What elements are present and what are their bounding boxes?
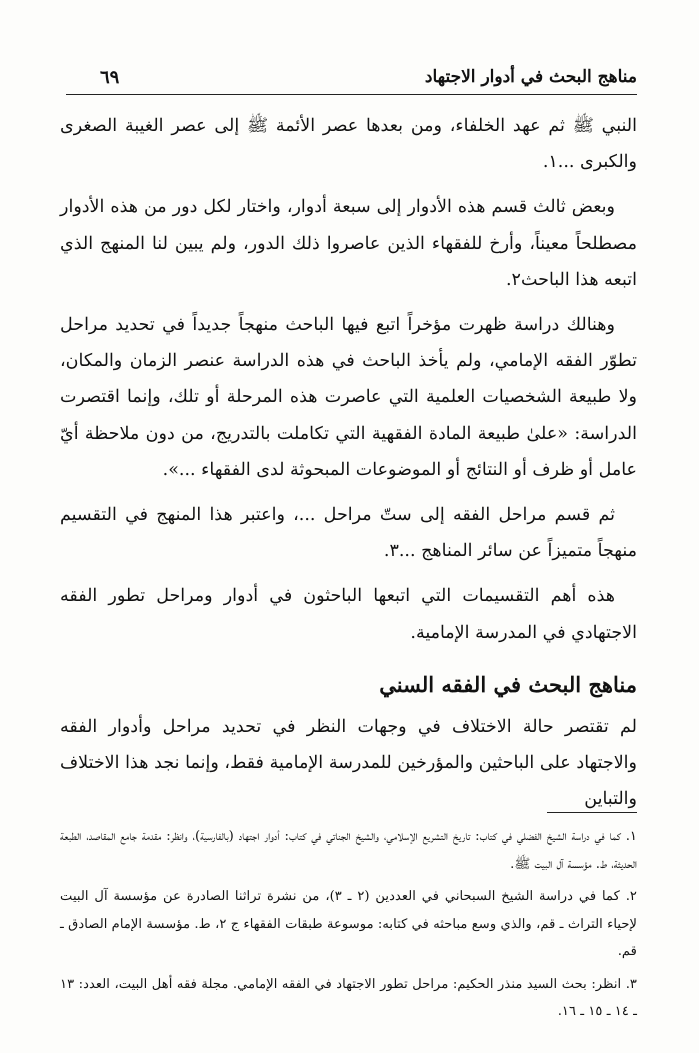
footnote-separator [547, 812, 637, 813]
running-header [66, 60, 637, 95]
footnotes [60, 812, 637, 1031]
paragraph-4: ثم قسم مراحل الفقه إلى ستّ مراحل ...، واعتبر هذا المنهج في التقسيم منهجاً متميزاً عن سائر المناهج ...٣. [60, 505, 637, 562]
paragraph-3: وهنالك دراسة ظهرت مؤخراً اتبع فيها الباحث منهجاً جديداً في تحديد مراحل تطوّر الفقه الإمامي، ولم يأخذ الباحث في هذه الدراسة عنصر الزمان والمكان، ولا طبيعة الشخصيات العلمية التي عاصرت هذه المرحلة أو تلك، وإنما اقتصرت الدراسة: «علىٰ طبيعة المادة الفقهية التي تكاملت بالتدريج، من دون ملاحظة أيّ عامل أو ظرف أو النتائج أو الموضوعات المبحوثة لدى الفقهاء ...». [60, 315, 637, 480]
paragraph-2: وبعض ثالث قسم هذه الأدوار إلى سبعة أدوار، واختار لكل دور من هذه الأدوار مصطلحاً معيناً، وأرخ للفقهاء الذين عاصروا ذلك الدور، ولم يبين لنا المنهج الذي اتبعه هذا الباحث٢. [60, 197, 637, 290]
header-title: مناهج البحث في أدوار الاجتهاد [424, 67, 637, 87]
section-heading: مناهج البحث في الفقه السني [379, 671, 637, 697]
footnote-3: ٣. انظر: بحث السيد منذر الحكيم: مراحل تطور الاجتهاد في الفقه الإمامي. مجلة فقه أهل البيت، العدد: ١٣ ـ ١٤ ـ ١٥ ـ ١٦. [60, 976, 637, 1019]
page-number: ٦٩ [100, 66, 120, 88]
main-text [60, 108, 637, 826]
footnote-1: ١. كما في دراسة الشيخ الفضلي في كتاب: تاريخ التشريع الإسلامي، والشيخ الجناتي في كتاب: أدوار اجتهاد (بالفارسية)، وانظر: مقدمة جامع المقاصد، الطبعة الحديثة، ط. مؤسسة آل البيت ﷺ. [60, 829, 637, 872]
paragraph-5: هذه أهم التقسيمات التي اتبعها الباحثون في أدوار ومراحل تطور الفقه الاجتهادي في المدرسة الإمامية. [60, 586, 637, 643]
footnote-2: ٢. كما في دراسة الشيخ السبحاني في العددين (٢ ـ ٣)، من نشرة تراثنا الصادرة عن مؤسسة آل البيت لإحياء التراث ـ قم، والذي وسع مباحثه في كتابه: موسوعة طبقات الفقهاء ج ٢، ط. مؤسسة الإمام الصادق ـ قم. [60, 889, 637, 959]
paragraph-1: النبي ﷺ ثم عهد الخلفاء، ومن بعدها عصر الأئمة ﷺ إلى عصر الغيبة الصغرى والكبرى ...١. [60, 116, 637, 173]
paragraph-6: لم تقتصر حالة الاختلاف في وجهات النظر في تحديد مراحل وأدوار الفقه والاجتهاد على الباحثين والمؤرخين للمدرسة الإمامية فقط، وإنما نجد هذا الاختلاف والتباين [60, 716, 637, 810]
